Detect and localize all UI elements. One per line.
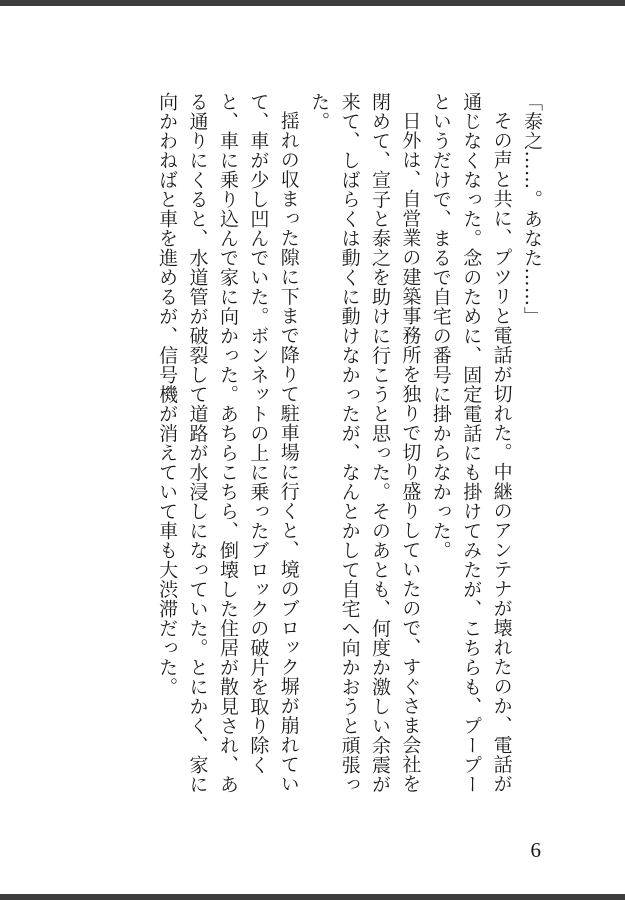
dialogue-line: 「泰之……。あなた……」 [521, 92, 543, 326]
page-number: 6 [530, 838, 541, 862]
paragraph: 揺れの収まった隙に下まで降りて駐車場に行くと、境のブロック塀が崩れていて、車が少し凹んでいた。ボンネットの上に乗ったブロックの破片を取り除くと、車に乗り込んで家に向かった。あちらこちら、倒壊した住居が散見され、ある通りにくると、水道管が破裂して道路が水浸しになっていた。とにかく、家に向かわねばと車を進めるが、信号機が消えていて車も大渋滞だった。 [156, 92, 300, 794]
paragraph: その声と共に、プツリと電話が切れた。中継のアンテナが壊れたのか、電話が通じなくなった。念のために、固定電話にも掛けてみたが、こちらも、プープーというだけで、まるで自宅の番号に掛からなかった。 [429, 92, 513, 794]
vertical-text-body [152, 92, 547, 812]
paragraph: 日外は、自営業の建築事務所を独りで切り盛りしていたので、すぐさま会社を閉めて、宣子と泰之を助けに行こうと思った。そのあとも、何度か激しい余震が来て、しばらくは動くに動けなかったが、なんとかして自宅へ向かおうと頑張った。 [308, 92, 422, 794]
bottom-border [0, 894, 625, 900]
top-border [0, 0, 625, 6]
